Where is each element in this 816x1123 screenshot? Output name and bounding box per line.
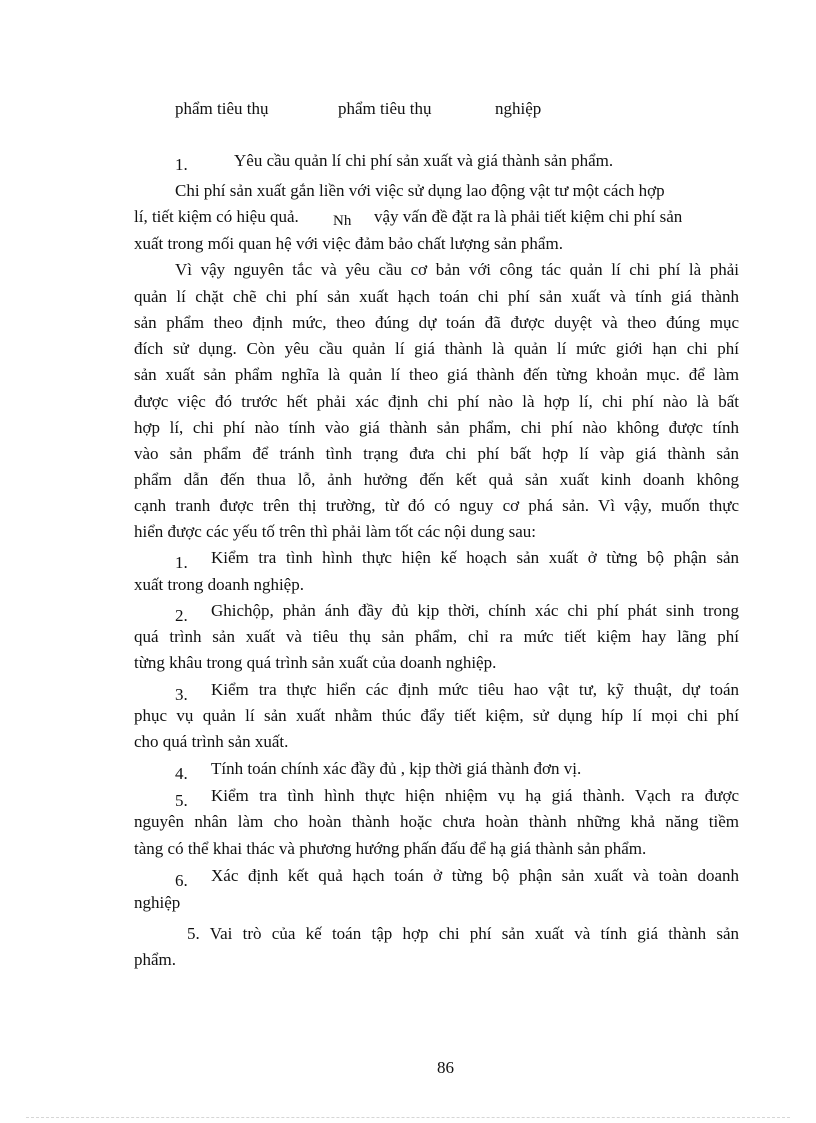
para-2-line-2: quản lí chặt chẽ chi phí sản xuất hạch toán chi phí sản xuất và tính giá thành — [134, 287, 739, 306]
item-5-line-3: tàng có thể khai thác và phương hướng phấn đấu để hạ giá thành sản phẩm. — [134, 839, 647, 858]
heading-1-text: Yêu cầu quản lí chi phí sản xuất và giá thành sản phẩm. — [234, 151, 614, 170]
top-row-col2: phẩm tiêu thụ — [338, 99, 432, 118]
para-2-line-9: phẩm dẫn đến thua lỗ, ảnh hưởng đến kết quả sản xuất kinh doanh không — [134, 470, 739, 489]
item-5-number: 5. — [175, 791, 188, 810]
para-1-line-2b: Nh — [333, 213, 352, 229]
item-2-line-1: Ghichộp, phản ánh đầy đủ kịp thời, chính xác chi phí phát sinh trong — [211, 601, 739, 620]
item-6-number: 6. — [175, 871, 188, 890]
para-2-line-10: cạnh tranh được trên thị trường, từ đó có nguy cơ phá sản. Vì vậy, muốn thực — [134, 496, 739, 515]
para-2-line-7: hợp lí, chi phí nào tính vào giá thành sản phẩm, chi phí nào không được tính — [134, 418, 739, 437]
item-3-line-3: cho quá trình sản xuất. — [134, 732, 289, 751]
item-5-line-2: nguyên nhân làm cho hoàn thành hoặc chưa hoàn thành những khả năng tiềm — [134, 812, 739, 831]
item-3-line-1: Kiểm tra thực hiển các định mức tiêu hao vật tư, kỹ thuật, dự toán — [211, 680, 739, 699]
para-1-line-2a: lí, tiết kiệm có hiệu quả. — [134, 207, 299, 226]
item-3-line-2: phục vụ quản lí sản xuất nhằm thúc đẩy tiết kiệm, sử dụng híp lí mọi chi phí — [134, 706, 739, 725]
top-row-col1: phẩm tiêu thụ — [175, 99, 269, 118]
item-6-line-1: Xác định kết quả hạch toán ở từng bộ phận sản xuất và toàn doanh — [211, 866, 739, 885]
heading-1-number: 1. — [175, 155, 188, 174]
item-5-line-1: Kiểm tra tình hình thực hiện nhiệm vụ hạ giá thành. Vạch ra được — [211, 786, 739, 805]
item-6-line-2: nghiệp — [134, 893, 181, 912]
item-2-line-2: quá trình sản xuất và tiêu thụ sản phẩm, chỉ ra mức tiết kiệm hay lãng phí — [134, 627, 739, 646]
item-3-number: 3. — [175, 685, 188, 704]
para-2-line-8: vào sản phẩm để tránh tình trạng đưa chi phí bất hợp lí vàp giá thành sản — [134, 444, 739, 463]
heading-5-line-1: 5. Vai trò của kế toán tập hợp chi phí sản xuất và tính giá thành sản — [187, 924, 739, 943]
item-1-number: 1. — [175, 553, 188, 572]
item-1-line-1: Kiểm tra tình hình thực hiện kế hoạch sản xuất ở từng bộ phận sản — [211, 548, 739, 567]
para-2-line-4: đích sử dụng. Còn yêu cầu quản lí giá thành là quản lí mức giới hạn chi phí — [134, 339, 739, 358]
para-2-line-5: sản xuất sản phẩm nghĩa là quản lí theo giá thành đến từng khoản mục. để làm — [134, 365, 739, 384]
para-1-line-2c: vậy vấn đề đặt ra là phải tiết kiệm chi phí sản — [374, 207, 683, 226]
heading-5-line-2: phẩm. — [134, 950, 177, 969]
para-1-line-3: xuất trong mối quan hệ với việc đảm bảo chất lượng sản phẩm. — [134, 234, 563, 253]
item-2-line-3: từng khâu trong quá trình sản xuất của doanh nghiệp. — [134, 653, 497, 672]
top-row-col3: nghiệp — [495, 99, 542, 118]
page-number: 86 — [437, 1058, 454, 1077]
item-1-line-2: xuất trong doanh nghiệp. — [134, 575, 304, 594]
page-bottom-divider — [26, 1117, 790, 1118]
para-1-line-1: Chi phí sản xuất gắn liền với việc sử dụng lao động vật tư một cách hợp — [175, 181, 665, 200]
item-4-number: 4. — [175, 764, 188, 783]
para-2-line-11: hiển được các yếu tố trên thì phải làm tốt các nội dung sau: — [134, 522, 536, 541]
para-2-line-1: Vì vậy nguyên tắc và yêu cầu cơ bản với công tác quản lí chi phí là phải — [175, 260, 739, 279]
item-4-line-1: Tính toán chính xác đầy đủ , kịp thời giá thành đơn vị. — [211, 759, 582, 778]
item-2-number: 2. — [175, 606, 188, 625]
para-2-line-6: được việc đó trước hết phải xác định chi phí nào là hợp lí, chi phí nào là bất — [134, 392, 739, 411]
para-2-line-3: sản phẩm theo định mức, theo đúng dự toán đã được duyệt và theo đúng mục — [134, 313, 739, 332]
